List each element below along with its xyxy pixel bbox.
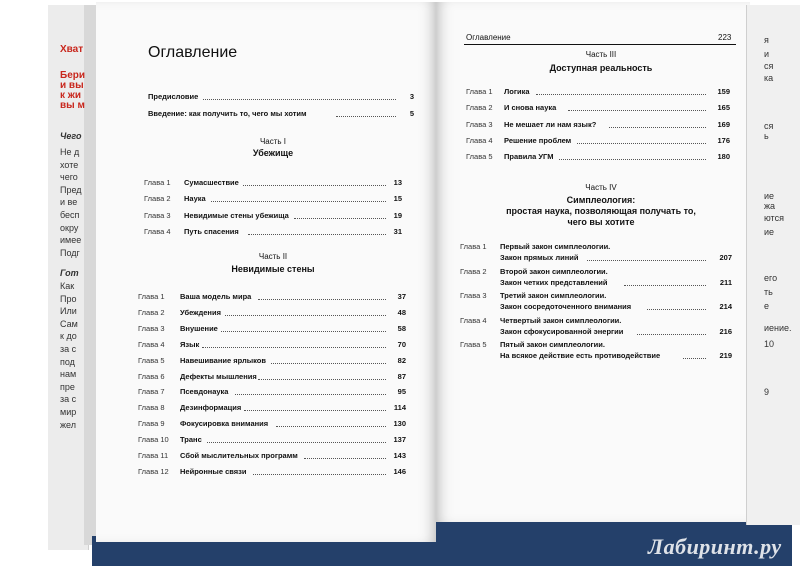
page-ref: 37 xyxy=(397,292,406,301)
edge-fragment: ся xyxy=(764,121,774,131)
page-ref: 70 xyxy=(397,339,406,349)
chapter-title: Транс xyxy=(180,435,202,445)
dot-leader xyxy=(294,218,386,219)
edge-fragment: ть xyxy=(764,287,773,297)
edge-fragment: Не д xyxy=(60,147,80,157)
edge-fragment: Или xyxy=(60,306,77,317)
chapter-title: Четвертый закон симплеологии. xyxy=(500,315,622,325)
dot-leader xyxy=(258,299,386,300)
edge-fragment: за с xyxy=(60,394,77,405)
chapter-title: Путь спасения xyxy=(184,226,239,236)
chapter-title: Закон четких представлений xyxy=(500,277,608,287)
edge-fragment: Подг xyxy=(60,247,80,258)
part-title-line: простая наука, позволяющая получать то, xyxy=(506,206,696,216)
page-ref: 19 xyxy=(393,210,402,220)
chapter-number: Глава 1 xyxy=(144,178,171,187)
edge-fragment: хоте xyxy=(60,159,79,170)
chapter-title: Предисловие xyxy=(148,92,199,101)
chapter-title: Псевдонаука xyxy=(180,387,229,397)
chapter-title: Сумасшествие xyxy=(184,178,239,187)
page-ref: 143 xyxy=(393,451,406,460)
edge-fragment: ие xyxy=(764,191,775,201)
page-ref: 159 xyxy=(717,87,730,96)
chapter-number: Глава 4 xyxy=(144,226,171,236)
chapter-title: Закон сфокусированной энергии xyxy=(500,326,624,336)
dot-leader xyxy=(271,363,386,364)
chapter-number: Глава 12 xyxy=(138,466,169,476)
chapter-number: Глава 5 xyxy=(466,152,493,162)
chapter-title: Закон прямых линий xyxy=(500,253,579,262)
edge-fragment: Пред xyxy=(60,184,82,195)
edge-fragment: ие xyxy=(764,227,775,237)
running-header: Оглавление xyxy=(466,33,511,42)
page-ref: 15 xyxy=(393,194,402,204)
dot-leader xyxy=(536,94,706,95)
edge-fragment: к до xyxy=(60,331,77,342)
part-label: Часть I xyxy=(259,137,287,146)
edge-red-fragment: к жи xyxy=(60,90,82,101)
chapter-number: Глава 3 xyxy=(460,291,487,301)
page-ref: 3 xyxy=(409,92,414,101)
chapter-title: Пятый закон симплеологии. xyxy=(500,340,605,350)
dot-leader xyxy=(336,116,396,117)
page-ref: 137 xyxy=(393,435,406,445)
chapter-title: Невидимые стены убежища xyxy=(184,210,289,220)
chapter-title: Фокусировка внимания xyxy=(180,419,269,429)
page-title: Оглавление xyxy=(148,44,238,61)
chapter-title: Внушение xyxy=(180,323,218,333)
edge-fragment: за с xyxy=(60,344,77,354)
page-ref: 219 xyxy=(719,351,732,361)
part-title-line: Симплеология: xyxy=(566,195,636,205)
dot-leader xyxy=(248,234,386,235)
page-ref: 58 xyxy=(397,323,406,333)
page-ref: 165 xyxy=(717,103,730,113)
watermark-logo: Лабиринт.ру xyxy=(648,534,782,559)
page-ref: 146 xyxy=(393,466,406,476)
edge-red-fragment: и вы xyxy=(60,80,84,91)
edge-fragment: жа xyxy=(764,201,776,211)
edge-fragment: имее xyxy=(60,235,82,246)
part-title: Убежище xyxy=(252,148,294,158)
page-ref: 114 xyxy=(393,403,406,413)
edge-fragment: Про xyxy=(60,293,77,304)
dot-leader xyxy=(559,159,706,160)
dot-leader xyxy=(253,474,386,475)
edge-fragment: я xyxy=(764,35,769,45)
page-ref: 31 xyxy=(393,226,402,236)
edge-fragment: 9 xyxy=(764,387,770,397)
dot-leader xyxy=(637,334,706,335)
page-ref: 130 xyxy=(393,419,406,429)
chapter-title: Правила УГМ xyxy=(504,152,554,162)
edge-fragment: ся xyxy=(764,61,774,71)
dot-leader xyxy=(304,458,386,459)
edge-fragment: Гот xyxy=(60,268,79,279)
edge-fragment: чего xyxy=(60,172,78,183)
chapter-number: Глава 7 xyxy=(138,387,165,397)
edge-fragment: под xyxy=(60,356,75,367)
dot-leader xyxy=(243,185,386,186)
header-rule xyxy=(464,44,736,45)
page-ref: 216 xyxy=(719,326,732,336)
chapter-number: Глава 9 xyxy=(138,419,165,429)
edge-red-fragment: вы м xyxy=(60,100,85,111)
edge-fragment: ются xyxy=(764,213,784,223)
chapter-number: Глава 8 xyxy=(138,403,165,413)
chapter-number: Глава 3 xyxy=(466,119,493,129)
chapter-number: Глава 2 xyxy=(466,103,493,113)
chapter-title: Убеждения xyxy=(180,307,221,317)
chapter-title: Закон сосредоточенного внимания xyxy=(500,302,632,312)
dot-leader xyxy=(568,110,706,111)
chapter-title: Второй закон симплеологии. xyxy=(500,266,608,276)
page-ref: 176 xyxy=(717,135,730,145)
dot-leader xyxy=(211,201,386,202)
dot-leader xyxy=(235,394,386,395)
page-ref: 87 xyxy=(397,371,406,381)
page-ref: 169 xyxy=(717,119,730,129)
dot-leader xyxy=(276,426,386,427)
part-label: Часть III xyxy=(585,50,617,59)
chapter-number: Глава 4 xyxy=(138,339,165,349)
chapter-title: Решение проблем xyxy=(504,135,572,145)
chapter-title: Дефекты мышления xyxy=(180,371,257,381)
dot-leader xyxy=(577,143,706,144)
chapter-number: Глава 5 xyxy=(460,340,487,350)
chapter-title: Третий закон симплеологии. xyxy=(500,291,607,301)
chapter-title: Дезинформация xyxy=(180,403,242,413)
chapter-number: Глава 10 xyxy=(138,435,169,445)
edge-fragment: 10 xyxy=(764,339,775,349)
dot-leader xyxy=(221,331,386,332)
chapter-title: Наука xyxy=(184,194,206,204)
part-label: Часть IV xyxy=(585,183,617,192)
page-ref: 95 xyxy=(397,387,406,397)
page-ref: 48 xyxy=(397,307,406,317)
dot-leader xyxy=(647,309,706,310)
edge-fragment: иение. xyxy=(764,323,792,333)
chapter-title: Навешивание ярлыков xyxy=(180,355,266,365)
part-label: Часть II xyxy=(258,252,288,261)
chapter-title: Нейронные связи xyxy=(180,466,247,476)
page-ref: 180 xyxy=(717,152,730,162)
part-title: Невидимые стены xyxy=(231,264,315,274)
edge-fragment: нам xyxy=(60,369,77,380)
page-stack-edge xyxy=(84,5,96,545)
page-ref: 13 xyxy=(393,178,402,187)
dot-leader xyxy=(244,410,386,411)
chapter-title: На всякое действие есть противодействие xyxy=(500,351,661,361)
edge-red-fragment: Хват xyxy=(60,44,84,55)
edge-red-fragment: Бери xyxy=(60,70,86,81)
chapter-number: Глава 4 xyxy=(466,135,493,145)
chapter-number: Глава 5 xyxy=(138,355,165,365)
edge-fragment: е xyxy=(764,301,770,311)
dot-leader xyxy=(609,127,706,128)
page-ref: 5 xyxy=(409,109,414,118)
page-ref: 214 xyxy=(719,302,732,312)
chapter-number: Глава 4 xyxy=(460,315,487,325)
edge-fragment: ка xyxy=(764,73,774,83)
edge-fragment: ь xyxy=(764,131,769,141)
dot-leader xyxy=(202,347,386,348)
chapter-number: Глава 1 xyxy=(460,242,487,251)
page-ref: 207 xyxy=(719,253,732,262)
chapter-number: Глава 1 xyxy=(466,87,493,96)
chapter-title: Язык xyxy=(180,339,200,349)
chapter-title: Введение: как получить то, чего мы хотим xyxy=(148,109,307,118)
chapter-number: Глава 1 xyxy=(138,292,165,301)
edge-fragment: его xyxy=(764,273,778,283)
chapter-number: Глава 2 xyxy=(460,266,487,276)
edge-fragment: Как xyxy=(60,281,75,291)
chapter-title: И снова наука xyxy=(504,103,557,113)
chapter-title: Логика xyxy=(504,87,530,96)
chapter-number: Глава 11 xyxy=(138,451,169,460)
page-number: 223 xyxy=(718,33,732,42)
chapter-number: Глава 3 xyxy=(144,210,171,220)
chapter-title: Сбой мыслительных программ xyxy=(180,451,298,460)
edge-fragment: и ве xyxy=(60,197,78,208)
dot-leader xyxy=(683,358,706,359)
chapter-number: Глава 2 xyxy=(138,307,165,317)
chapter-title: Не мешает ли нам язык? xyxy=(504,119,597,129)
chapter-title: Первый закон симплеологии. xyxy=(500,242,611,251)
edge-fragment: бесп xyxy=(60,210,80,220)
dot-leader xyxy=(203,99,396,100)
edge-fragment: Сам xyxy=(60,318,78,329)
chapter-number: Глава 3 xyxy=(138,323,165,333)
edge-fragment: окру xyxy=(60,222,79,233)
page-ref: 211 xyxy=(719,277,732,287)
edge-fragment: и xyxy=(764,49,770,59)
dot-leader xyxy=(258,379,386,380)
dot-leader xyxy=(624,285,706,286)
edge-fragment: жел xyxy=(60,419,76,430)
edge-fragment: Чего xyxy=(60,131,82,141)
dot-leader xyxy=(225,315,386,316)
dot-leader xyxy=(207,442,386,443)
chapter-number: Глава 2 xyxy=(144,194,171,204)
edge-fragment: пре xyxy=(60,381,75,392)
chapter-number: Глава 6 xyxy=(138,371,165,381)
edge-fragment: мир xyxy=(60,407,77,417)
page-ref: 82 xyxy=(397,355,406,365)
chapter-title: Ваша модель мира xyxy=(180,292,252,301)
right-page xyxy=(436,2,750,522)
part-title: Доступная реальность xyxy=(549,63,653,73)
dot-leader xyxy=(587,260,706,261)
part-title-line: чего вы хотите xyxy=(567,217,635,227)
